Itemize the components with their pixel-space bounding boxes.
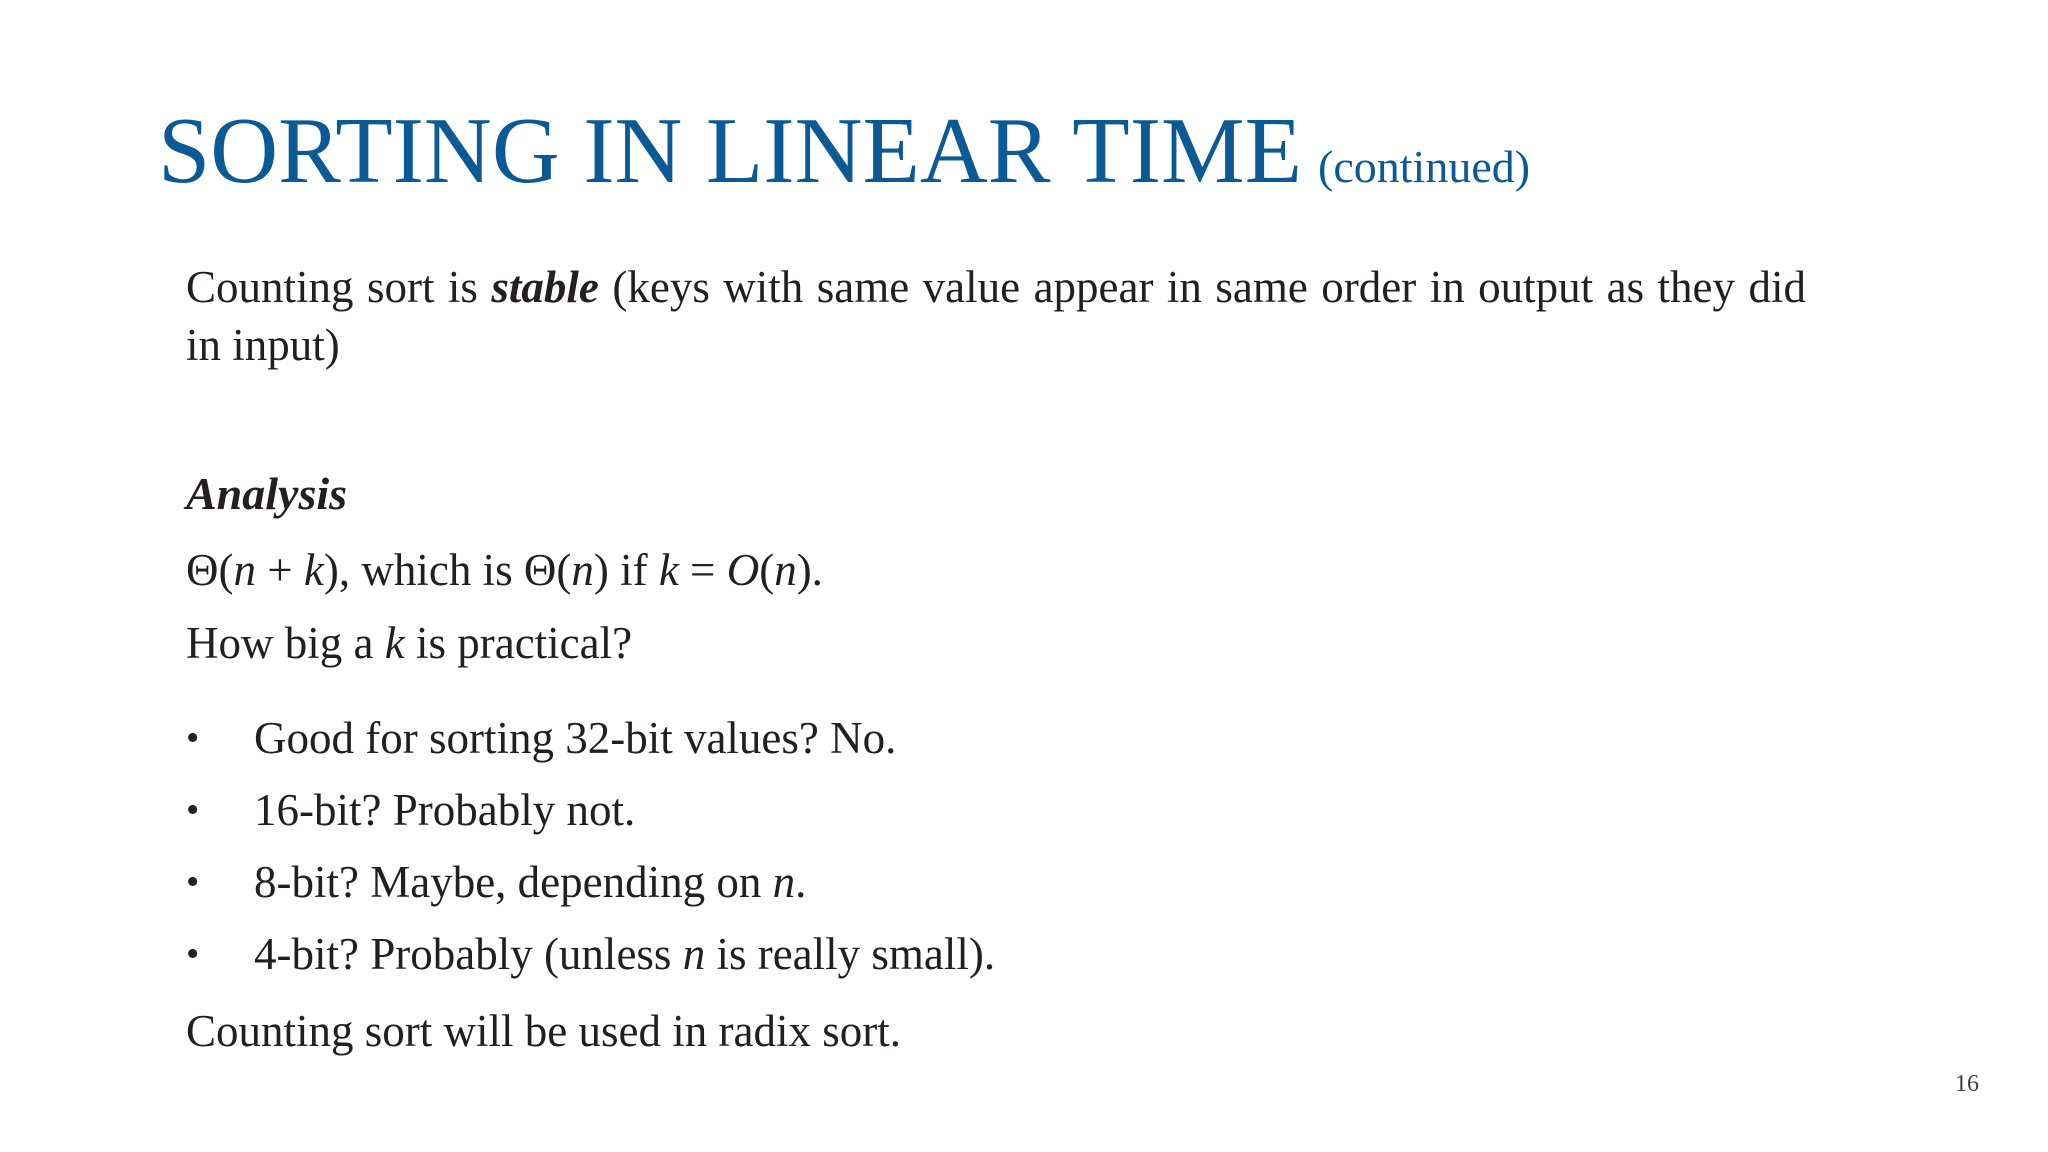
practical-question (186, 617, 632, 669)
which-is-text: ), which is Θ( (323, 545, 572, 595)
var-n: n (571, 545, 594, 595)
bullet-text: 16-bit? Probably not. (254, 785, 636, 835)
bullet-icon: • (186, 933, 200, 975)
bullet-icon: • (186, 717, 200, 759)
question-prefix: How big a (186, 618, 385, 668)
equals-sign: = (678, 545, 727, 595)
slide-title (158, 99, 1531, 203)
bullet-text: Good for sorting 32-bit values? No. (254, 713, 897, 763)
var-n: n (233, 545, 256, 595)
bullet-text-prefix: 8-bit? Maybe, depending on (254, 857, 773, 907)
bullet-icon: • (186, 861, 200, 903)
if-text: ) if (593, 545, 659, 595)
var-n: n (772, 857, 796, 907)
var-k: k (384, 618, 405, 668)
bullet-text-prefix: 4-bit? Probably (unless (254, 929, 683, 979)
bullet-icon: • (186, 789, 200, 831)
bullet-text-suffix: is really small). (705, 929, 996, 979)
closing-statement: Counting sort will be used in radix sort. (186, 1006, 901, 1056)
stable-paragraph-prefix: Counting sort is (186, 262, 492, 312)
big-o: O (726, 545, 760, 595)
bullet-list (186, 702, 995, 990)
paren-open: ( (759, 545, 775, 595)
bullet-text-suffix: . (795, 857, 807, 907)
var-k: k (658, 545, 679, 595)
list-item (186, 774, 995, 846)
question-suffix: is practical? (404, 618, 633, 668)
stable-paragraph-suffix: (keys with same value appear in same order in output as they did in input) (186, 262, 1806, 370)
analysis-heading: Analysis (186, 468, 348, 519)
bullet-text (254, 928, 995, 980)
var-n: n (682, 929, 706, 979)
plus-sign: + (255, 545, 304, 595)
stable-paragraph (186, 258, 1806, 374)
bullet-text (254, 856, 806, 908)
stable-emphasis: stable (491, 262, 599, 312)
var-k: k (303, 545, 324, 595)
theta-open: Θ( (186, 545, 234, 595)
slide-title-sub: (continued) (1318, 141, 1531, 192)
list-item (186, 918, 995, 990)
list-item (186, 702, 995, 774)
complexity-line (186, 544, 823, 596)
paren-close: ). (796, 545, 823, 595)
var-n: n (774, 545, 797, 595)
slide-title-main: SORTING IN LINEAR TIME (158, 99, 1303, 203)
page-number: 16 (1955, 1071, 1979, 1097)
list-item (186, 846, 995, 918)
